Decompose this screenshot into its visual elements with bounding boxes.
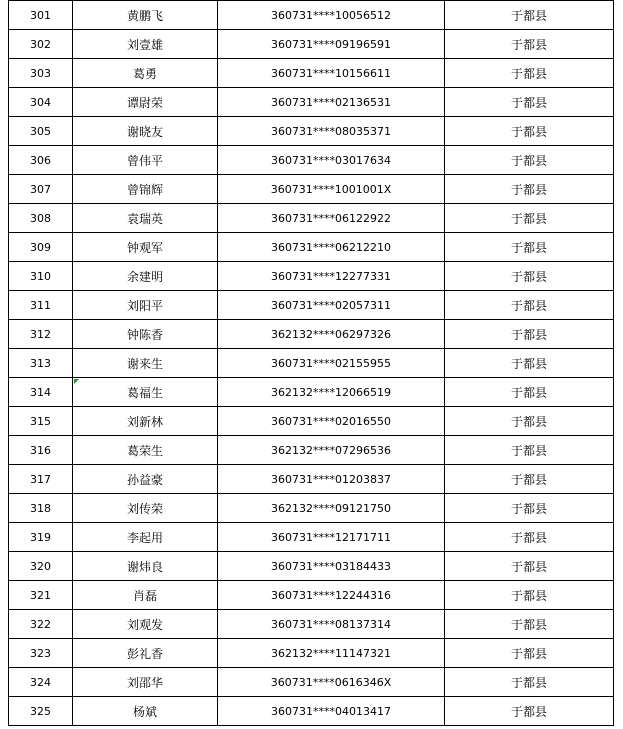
id-number-cell[interactable]: 362132****11147321 <box>218 639 445 668</box>
name-cell[interactable]: 孙益豪 <box>73 465 218 494</box>
row-number-cell[interactable]: 318 <box>9 494 73 523</box>
row-number-cell[interactable]: 304 <box>9 88 73 117</box>
name-cell[interactable]: 曾伟平 <box>73 146 218 175</box>
row-number-cell[interactable]: 302 <box>9 30 73 59</box>
row-number-cell[interactable]: 319 <box>9 523 73 552</box>
county-cell[interactable]: 于都县 <box>445 407 614 436</box>
name-cell[interactable]: 杨斌 <box>73 697 218 726</box>
row-number-cell[interactable]: 325 <box>9 697 73 726</box>
table-row <box>9 146 614 175</box>
table-row <box>9 117 614 146</box>
id-number-cell[interactable]: 360731****12277331 <box>218 262 445 291</box>
name-cell[interactable]: 黄鹏飞 <box>73 1 218 30</box>
id-number-cell[interactable]: 360731****02016550 <box>218 407 445 436</box>
table-row <box>9 1 614 30</box>
name-cell[interactable]: 刘壹雄 <box>73 30 218 59</box>
table-row <box>9 494 614 523</box>
table-row <box>9 349 614 378</box>
county-cell[interactable]: 于都县 <box>445 349 614 378</box>
id-number-cell[interactable]: 360731****02057311 <box>218 291 445 320</box>
table-row <box>9 465 614 494</box>
name-cell[interactable]: 钟观军 <box>73 233 218 262</box>
row-number-cell[interactable]: 301 <box>9 1 73 30</box>
county-cell[interactable]: 于都县 <box>445 204 614 233</box>
county-cell[interactable]: 于都县 <box>445 552 614 581</box>
row-number-cell[interactable]: 324 <box>9 668 73 697</box>
id-number-cell[interactable]: 360731****12171711 <box>218 523 445 552</box>
id-number-cell[interactable]: 360731****08137314 <box>218 610 445 639</box>
row-number-cell[interactable]: 315 <box>9 407 73 436</box>
county-cell[interactable]: 于都县 <box>445 697 614 726</box>
id-number-cell[interactable]: 360731****04013417 <box>218 697 445 726</box>
id-number-cell[interactable]: 360731****02155955 <box>218 349 445 378</box>
table-row <box>9 233 614 262</box>
county-cell[interactable]: 于都县 <box>445 291 614 320</box>
row-number-cell[interactable]: 312 <box>9 320 73 349</box>
row-number-cell[interactable]: 316 <box>9 436 73 465</box>
roster-table-body <box>9 1 614 726</box>
table-row <box>9 581 614 610</box>
table-row <box>9 175 614 204</box>
id-number-cell[interactable]: 360731****01203837 <box>218 465 445 494</box>
table-row <box>9 204 614 233</box>
county-cell[interactable]: 于都县 <box>445 30 614 59</box>
table-row <box>9 88 614 117</box>
name-cell[interactable]: 肖磊 <box>73 581 218 610</box>
row-number-cell[interactable]: 323 <box>9 639 73 668</box>
cell-comment-indicator[interactable] <box>74 379 79 384</box>
row-number-cell[interactable]: 310 <box>9 262 73 291</box>
table-row <box>9 436 614 465</box>
row-number-cell[interactable]: 320 <box>9 552 73 581</box>
row-number-cell[interactable]: 309 <box>9 233 73 262</box>
name-cell[interactable]: 谢来生 <box>73 349 218 378</box>
id-number-cell[interactable]: 362132****07296536 <box>218 436 445 465</box>
county-cell[interactable]: 于都县 <box>445 378 614 407</box>
table-row <box>9 639 614 668</box>
id-number-cell[interactable]: 360731****12244316 <box>218 581 445 610</box>
row-number-cell[interactable]: 314 <box>9 378 73 407</box>
row-number-cell[interactable]: 307 <box>9 175 73 204</box>
id-number-cell[interactable]: 360731****02136531 <box>218 88 445 117</box>
table-row <box>9 668 614 697</box>
roster-table <box>8 0 614 726</box>
id-number-cell[interactable]: 360731****06212210 <box>218 233 445 262</box>
id-number-cell[interactable]: 360731****10056512 <box>218 1 445 30</box>
county-cell[interactable]: 于都县 <box>445 320 614 349</box>
county-cell[interactable]: 于都县 <box>445 233 614 262</box>
table-row <box>9 320 614 349</box>
name-cell[interactable]: 曾锦辉 <box>73 175 218 204</box>
county-cell[interactable]: 于都县 <box>445 523 614 552</box>
row-number-cell[interactable]: 303 <box>9 59 73 88</box>
id-number-cell[interactable]: 362132****12066519 <box>218 378 445 407</box>
row-number-cell[interactable]: 317 <box>9 465 73 494</box>
table-row <box>9 552 614 581</box>
name-cell[interactable]: 谢晓友 <box>73 117 218 146</box>
name-cell[interactable]: 钟陈香 <box>73 320 218 349</box>
county-cell[interactable]: 于都县 <box>445 117 614 146</box>
id-number-cell[interactable]: 360731****03017634 <box>218 146 445 175</box>
id-number-cell[interactable]: 360731****06122922 <box>218 204 445 233</box>
name-cell[interactable]: 李起用 <box>73 523 218 552</box>
table-row <box>9 407 614 436</box>
row-number-cell[interactable]: 322 <box>9 610 73 639</box>
table-row <box>9 262 614 291</box>
county-cell[interactable]: 于都县 <box>445 668 614 697</box>
name-cell[interactable]: 葛勇 <box>73 59 218 88</box>
name-cell[interactable]: 刘阳平 <box>73 291 218 320</box>
name-cell[interactable]: 刘传荣 <box>73 494 218 523</box>
name-cell[interactable]: 彭礼香 <box>73 639 218 668</box>
row-number-cell[interactable]: 308 <box>9 204 73 233</box>
row-number-cell[interactable]: 305 <box>9 117 73 146</box>
name-cell[interactable]: 袁瑞英 <box>73 204 218 233</box>
row-number-cell[interactable]: 313 <box>9 349 73 378</box>
name-cell[interactable]: 余建明 <box>73 262 218 291</box>
name-cell[interactable]: 葛福生 <box>73 378 218 407</box>
county-cell[interactable]: 于都县 <box>445 262 614 291</box>
table-row <box>9 697 614 726</box>
id-number-cell[interactable]: 360731****03184433 <box>218 552 445 581</box>
table-row <box>9 30 614 59</box>
id-number-cell[interactable]: 362132****09121750 <box>218 494 445 523</box>
county-cell[interactable]: 于都县 <box>445 581 614 610</box>
row-number-cell[interactable]: 321 <box>9 581 73 610</box>
table-row <box>9 523 614 552</box>
county-cell[interactable]: 于都县 <box>445 1 614 30</box>
row-number-cell[interactable]: 306 <box>9 146 73 175</box>
county-cell[interactable]: 于都县 <box>445 146 614 175</box>
county-cell[interactable]: 于都县 <box>445 465 614 494</box>
id-number-cell[interactable]: 360731****09196591 <box>218 30 445 59</box>
name-cell[interactable]: 谭尉荣 <box>73 88 218 117</box>
county-cell[interactable]: 于都县 <box>445 639 614 668</box>
name-cell[interactable]: 谢炜良 <box>73 552 218 581</box>
table-row <box>9 291 614 320</box>
county-cell[interactable]: 于都县 <box>445 175 614 204</box>
county-cell[interactable]: 于都县 <box>445 494 614 523</box>
id-number-cell[interactable]: 360731****1001001X <box>218 175 445 204</box>
county-cell[interactable]: 于都县 <box>445 610 614 639</box>
name-cell[interactable]: 刘观发 <box>73 610 218 639</box>
table-row <box>9 378 614 407</box>
county-cell[interactable]: 于都县 <box>445 436 614 465</box>
row-number-cell[interactable]: 311 <box>9 291 73 320</box>
id-number-cell[interactable]: 360731****08035371 <box>218 117 445 146</box>
name-cell[interactable]: 刘邵华 <box>73 668 218 697</box>
id-number-cell[interactable]: 360731****0616346X <box>218 668 445 697</box>
id-number-cell[interactable]: 362132****06297326 <box>218 320 445 349</box>
county-cell[interactable]: 于都县 <box>445 88 614 117</box>
table-row <box>9 59 614 88</box>
name-cell[interactable]: 刘新林 <box>73 407 218 436</box>
county-cell[interactable]: 于都县 <box>445 59 614 88</box>
name-cell[interactable]: 葛荣生 <box>73 436 218 465</box>
table-row <box>9 610 614 639</box>
id-number-cell[interactable]: 360731****10156611 <box>218 59 445 88</box>
